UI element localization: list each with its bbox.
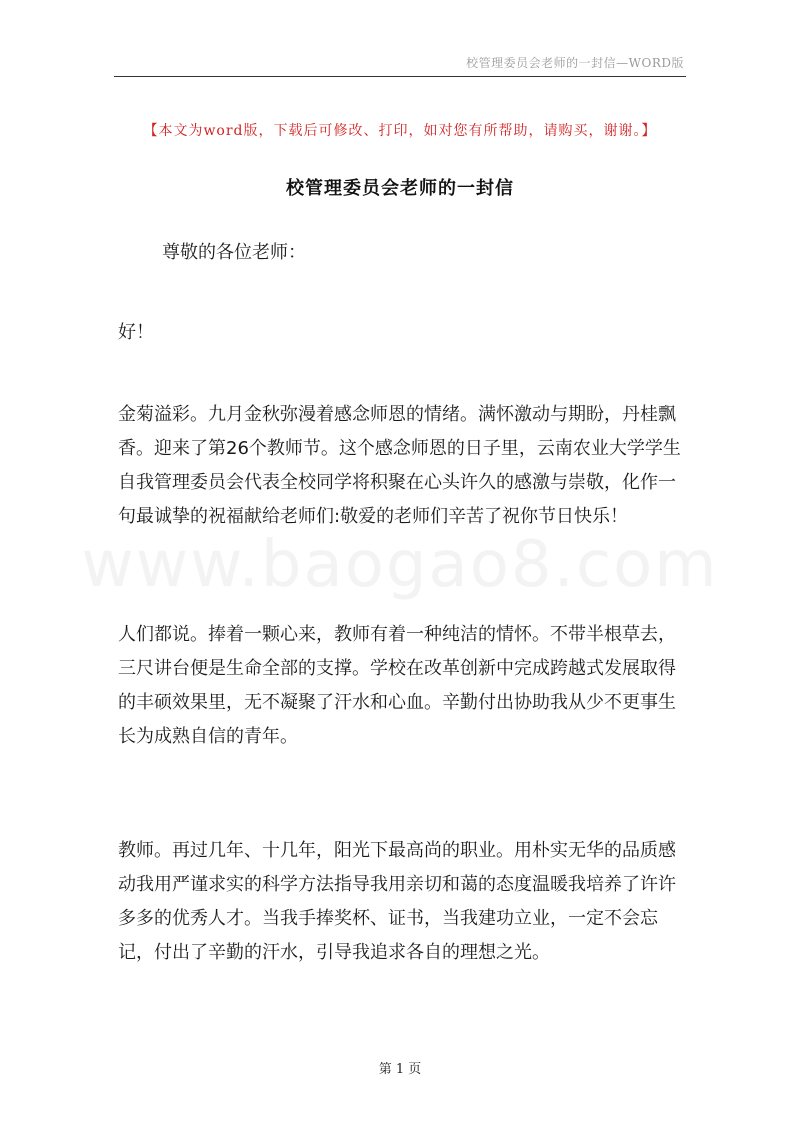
header-divider	[114, 76, 686, 77]
paragraph: 人们都说。捧着一颗心来，教师有着一种纯洁的情怀。不带半根草去，三尺讲台便是生命全部的支撑。学校在改革创新中完成跨越式发展取得的丰硕效果里，无不凝聚了汗水和心血。辛勤付出协助我从少不更事生长为成熟自信的青年。	[118, 624, 676, 747]
salutation: 尊敬的各位老师：	[162, 242, 306, 263]
paragraph: 教师。再过几年、十几年，阳光下最高尚的职业。用朴实无华的品质感动我用严谨求实的科学方法指导我用亲切和蔼的态度温暖我培养了许许多多的优秀人才。当我手捧奖杯、证书，当我建功立业，一定不会忘记，付出了辛勤的汗水，引导我追求各自的理想之光。	[118, 840, 676, 963]
running-header: 校管理委员会老师的一封信—WORD版	[466, 56, 684, 70]
greeting: 好！	[118, 322, 154, 343]
purchase-notice: 【本文为word版，下载后可修改、打印，如对您有所帮助，请购买，谢谢。】	[143, 123, 657, 139]
page-number: 第 1 页	[378, 1062, 422, 1077]
paragraph: 金菊溢彩。九月金秋弥漫着感念师恩的情绪。满怀激动与期盼，丹桂飘香。迎来了第26个教师节。这个感念师恩的日子里，云南农业大学学生自我管理委员会代表全校同学将积聚在心头许久的感激与崇敬，化作一句最诚挚的祝福献给老师们:敬爱的老师们辛苦了祝你节日快乐！	[118, 404, 681, 527]
document-title: 校管理委员会老师的一封信	[286, 178, 514, 199]
watermark: www.baogao8.com	[81, 528, 719, 602]
